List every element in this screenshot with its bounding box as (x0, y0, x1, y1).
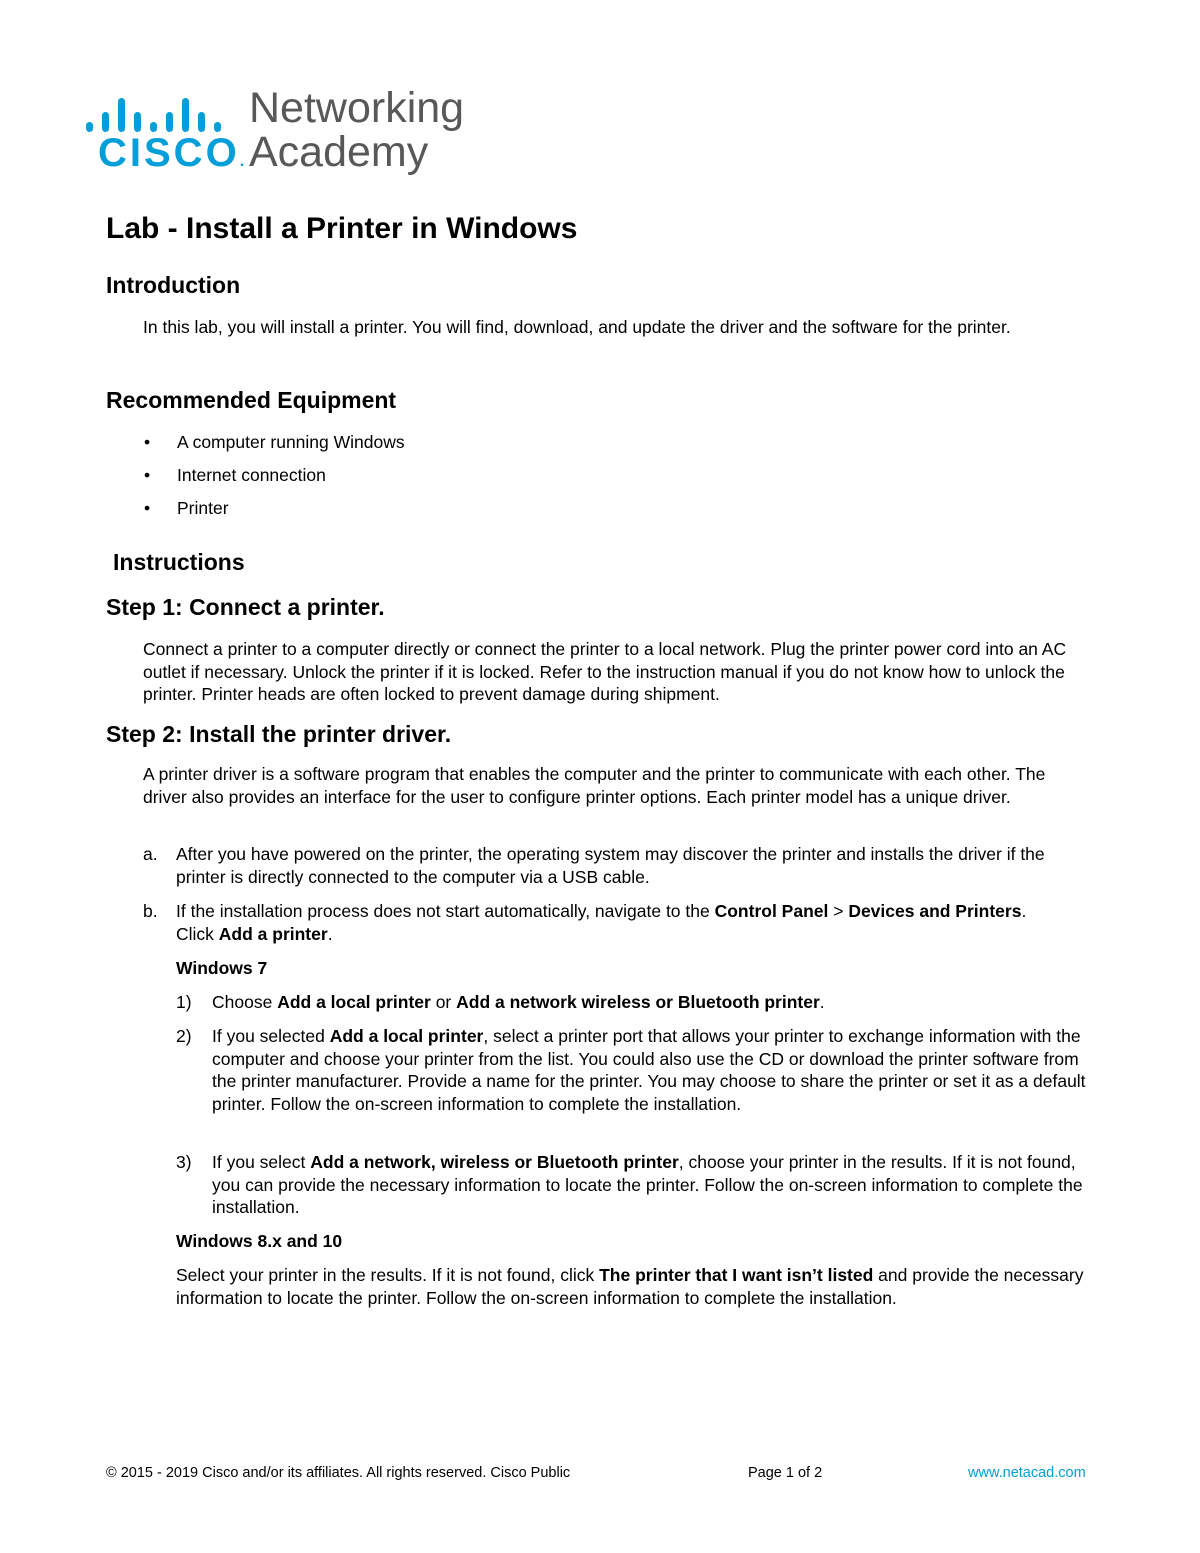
step2-heading: Step 2: Install the printer driver. (106, 721, 452, 747)
list-item: • A computer running Windows (144, 432, 405, 452)
win7-item-1: 1) Choose Add a local printer or Add a network wireless or Bluetooth printer. (176, 992, 825, 1012)
list-item: • Internet connection (144, 465, 326, 485)
win7-item-2: 2) If you selected Add a local printer, select a printer port that allows your printer to exchange information with the computer and choose your printer from the list. You could also use the CD or download the printer software from the printer manufacturer. Provide a name for the printer. You may choose to share the printer or set it as a default printer. Follow the on-screen information to complete the installation. (176, 1026, 1086, 1114)
step2-item-a: a. After you have powered on the printer, the operating system may discover the printer and installs the driver if the printer is directly connected to the computer via a USB cable. (143, 844, 1045, 887)
windows810-heading: Windows 8.x and 10 (176, 1231, 343, 1251)
step1-text: Connect a printer to a computer directly or connect the printer to a local network. Plug the printer power cord into an AC outlet if necessary. Unlock the printer if it is locked. Refer to the instruction manual if you do not know how to unlock the printer. Printer heads are often locked to prevent damage during shipment. (143, 639, 1067, 704)
equipment-heading: Recommended Equipment (106, 387, 397, 413)
page-title: Lab - Install a Printer in Windows (106, 212, 578, 245)
step1-heading: Step 1: Connect a printer. (106, 594, 385, 620)
footer-copyright: © 2015 - 2019 Cisco and/or its affiliates. All rights reserved. Cisco Public (106, 1465, 571, 1481)
bullet-icon: • (144, 498, 151, 518)
windows810-text: Select your printer in the results. If it is not found, click The printer that I want isn’t listed and provide the necessary information to locate the printer. Follow the on-screen information to complete the installation. (176, 1265, 1084, 1308)
bullet-icon: • (144, 432, 151, 452)
bullet-icon: • (144, 465, 151, 485)
cisco-bars-icon (86, 92, 231, 132)
step2-item-b: b. If the installation process does not start automatically, navigate to the Control Panel > Devices and Printers. Click Add a printer. (143, 901, 1027, 944)
introduction-heading: Introduction (106, 272, 241, 298)
footer-page-number: Page 1 of 2 (748, 1465, 823, 1481)
cisco-wordmark: CISCO. (98, 131, 245, 175)
step2-intro: A printer driver is a software program that enables the computer and the printer to communicate with each other. The driver also provides an interface for the user to configure printer options. Each printer model has a unique driver. (143, 764, 1046, 807)
windows7-heading: Windows 7 (176, 958, 268, 978)
cisco-networking-academy-logo (86, 84, 486, 180)
list-item: • Printer (144, 498, 229, 518)
logo-networking: Networking (249, 84, 465, 132)
instructions-heading: Instructions (113, 549, 245, 575)
introduction-text: In this lab, you will install a printer. You will find, download, and update the driver and the software for the printer. (143, 317, 1011, 337)
logo-academy: Academy (249, 128, 429, 176)
footer-website-link[interactable]: www.netacad.com (968, 1465, 1086, 1481)
win7-item-3: 3) If you select Add a network, wireless or Bluetooth printer, choose your printer in the results. If it is not found, you can provide the necessary information to locate the printer. Follow the on-screen information to complete the installation. (176, 1152, 1083, 1217)
